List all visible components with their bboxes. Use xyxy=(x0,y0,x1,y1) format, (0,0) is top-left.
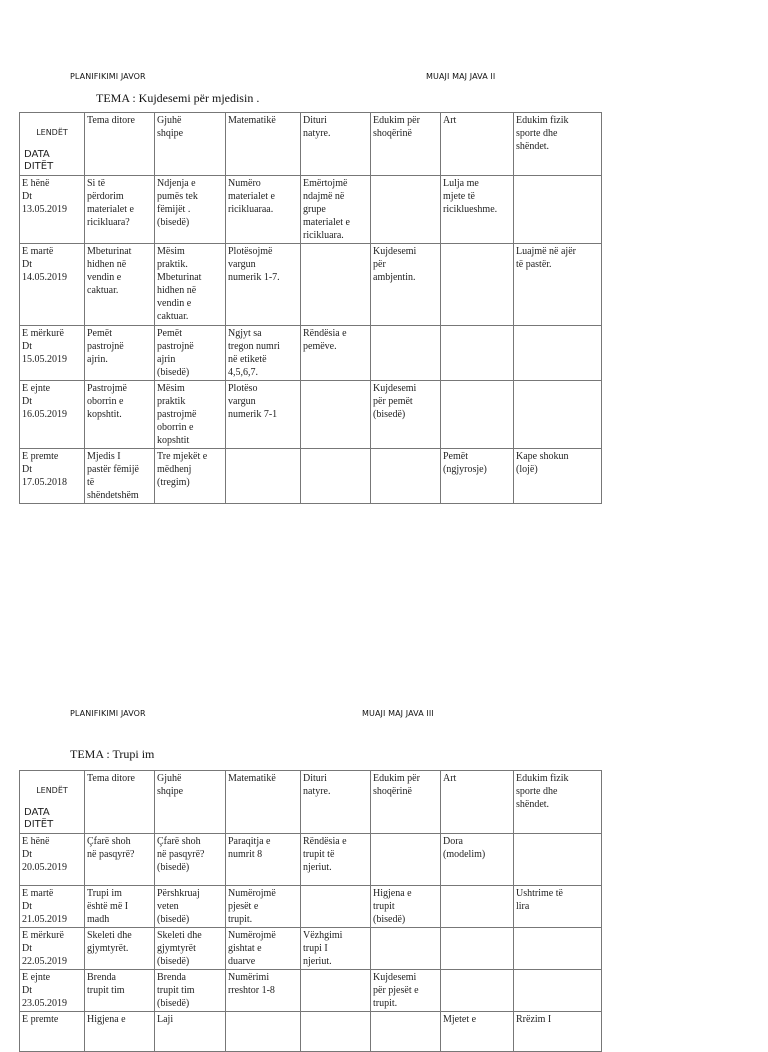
column-header-gjuhe-shqipe: Gjuhë shqipe xyxy=(155,771,226,834)
cell-dituri-natyre xyxy=(301,1012,371,1052)
table-row xyxy=(20,326,602,381)
table-row xyxy=(20,244,602,326)
cell-matematike: Ngjyt sa tregon numri në etiketë 4,5,6,7. xyxy=(226,326,301,381)
cell-dituri-natyre xyxy=(301,449,371,504)
cell-tema-ditore: Pemët pastrojnë ajrin. xyxy=(85,326,155,381)
cell-matematike: Numërojmë gishtat e duarve xyxy=(226,928,301,970)
cell-tema-ditore: Brenda trupit tim xyxy=(85,970,155,1012)
cell-matematike xyxy=(226,449,301,504)
cell-gjuhe-shqipe: Brenda trupit tim (bisedë) xyxy=(155,970,226,1012)
lendet-label: LENDËT xyxy=(36,786,68,795)
cell-dituri-natyre xyxy=(301,244,371,326)
cell-data-dita: E mërkurë Dt 15.05.2019 xyxy=(20,326,85,381)
cell-tema-ditore: Trupi im është më I madh xyxy=(85,886,155,928)
cell-tema-ditore: Higjena e xyxy=(85,1012,155,1052)
cell-matematike: Numërojmë pjesët e trupit. xyxy=(226,886,301,928)
cell-data-dita: E hënë Dt 13.05.2019 xyxy=(20,176,85,244)
cell-art xyxy=(441,381,514,449)
column-header-edukim-fizik: Edukim fizik sporte dhe shëndet. xyxy=(514,771,602,834)
column-header-edukim-fizik: Edukim fizik sporte dhe shëndet. xyxy=(514,113,602,176)
cell-matematike: Numërimi rreshtor 1-8 xyxy=(226,970,301,1012)
cell-edukim-shoqeri xyxy=(371,928,441,970)
cell-gjuhe-shqipe: Mësim praktik pastrojmë oborrin e kopshtit xyxy=(155,381,226,449)
cell-edukim-fizik: Kape shokun (lojë) xyxy=(514,449,602,504)
column-header-edukim-shoqeri: Edukim për shoqërinë xyxy=(371,771,441,834)
cell-dituri-natyre xyxy=(301,381,371,449)
plan1-weekly-table xyxy=(19,112,602,504)
cell-edukim-shoqeri xyxy=(371,834,441,886)
cell-edukim-shoqeri xyxy=(371,176,441,244)
cell-matematike: Plotëso vargun numerik 7-1 xyxy=(226,381,301,449)
table-row xyxy=(20,886,602,928)
cell-matematike xyxy=(226,1012,301,1052)
plan2-planifikimi-label: PLANIFIKIMI JAVOR xyxy=(70,709,146,718)
column-header-art: Art xyxy=(441,771,514,834)
column-header-art: Art xyxy=(441,113,514,176)
cell-edukim-fizik: Luajmë në ajër të pastër. xyxy=(514,244,602,326)
column-header-matematike: Matematikë xyxy=(226,113,301,176)
cell-art xyxy=(441,970,514,1012)
cell-data-dita: E ejnte Dt 16.05.2019 xyxy=(20,381,85,449)
cell-gjuhe-shqipe: Pemët pastrojnë ajrin (bisedë) xyxy=(155,326,226,381)
cell-dituri-natyre xyxy=(301,886,371,928)
cell-edukim-fizik xyxy=(514,176,602,244)
cell-dituri-natyre: Rëndësia e trupit të njeriut. xyxy=(301,834,371,886)
data-ditet-label: DATA DITËT xyxy=(24,807,54,830)
column-header-tema-ditore: Tema ditore xyxy=(85,771,155,834)
cell-art xyxy=(441,886,514,928)
cell-tema-ditore: Çfarë shoh në pasqyrë? xyxy=(85,834,155,886)
cell-tema-ditore: Skeleti dhe gjymtyrët. xyxy=(85,928,155,970)
cell-data-dita: E martë Dt 21.05.2019 xyxy=(20,886,85,928)
lendet-data-ditet-cell xyxy=(20,113,85,176)
cell-edukim-fizik: Rrëzim I xyxy=(514,1012,602,1052)
data-ditet-label: DATA DITËT xyxy=(24,149,54,172)
cell-dituri-natyre: Rëndësia e pemëve. xyxy=(301,326,371,381)
cell-art: Mjetet e xyxy=(441,1012,514,1052)
table-row xyxy=(20,381,602,449)
cell-art xyxy=(441,326,514,381)
plan2-muaji-java-label: MUAJI MAJ JAVA III xyxy=(362,709,434,718)
cell-edukim-shoqeri xyxy=(371,326,441,381)
cell-tema-ditore: Si të përdorim materialet e ricikluara? xyxy=(85,176,155,244)
cell-dituri-natyre: Vëzhgimi trupi I njeriut. xyxy=(301,928,371,970)
cell-art xyxy=(441,244,514,326)
plan1-tema-title: TEMA : Kujdesemi për mjedisin . xyxy=(96,91,260,105)
cell-edukim-shoqeri xyxy=(371,1012,441,1052)
cell-gjuhe-shqipe: Çfarë shoh në pasqyrë? (bisedë) xyxy=(155,834,226,886)
cell-art: Pemët (ngjyrosje) xyxy=(441,449,514,504)
cell-edukim-fizik xyxy=(514,834,602,886)
table-row xyxy=(20,176,602,244)
cell-art xyxy=(441,928,514,970)
cell-edukim-fizik xyxy=(514,928,602,970)
cell-tema-ditore: Pastrojmë oborrin e kopshtit. xyxy=(85,381,155,449)
plan2-tema-title: TEMA : Trupi im xyxy=(70,747,155,761)
table-row xyxy=(20,928,602,970)
cell-dituri-natyre xyxy=(301,970,371,1012)
cell-edukim-fizik xyxy=(514,970,602,1012)
cell-gjuhe-shqipe: Laji xyxy=(155,1012,226,1052)
cell-art: Dora (modelim) xyxy=(441,834,514,886)
cell-edukim-fizik: Ushtrime të lira xyxy=(514,886,602,928)
cell-matematike: Paraqitja e numrit 8 xyxy=(226,834,301,886)
cell-tema-ditore: Mjedis I pastër fëmijë të shëndetshëm xyxy=(85,449,155,504)
cell-tema-ditore: Mbeturinat hidhen në vendin e caktuar. xyxy=(85,244,155,326)
column-header-matematike: Matematikë xyxy=(226,771,301,834)
table-header-row xyxy=(20,771,602,834)
cell-edukim-shoqeri: Kujdesemi për pjesët e trupit. xyxy=(371,970,441,1012)
lendet-label: LENDËT xyxy=(36,128,68,137)
column-header-dituri-natyre: Dituri natyre. xyxy=(301,771,371,834)
plan1-planifikimi-label: PLANIFIKIMI JAVOR xyxy=(70,72,146,81)
table-row xyxy=(20,834,602,886)
cell-data-dita: E mërkurë Dt 22.05.2019 xyxy=(20,928,85,970)
column-header-tema-ditore: Tema ditore xyxy=(85,113,155,176)
cell-edukim-fizik xyxy=(514,381,602,449)
cell-gjuhe-shqipe: Tre mjekët e mëdhenj (tregim) xyxy=(155,449,226,504)
cell-edukim-shoqeri xyxy=(371,449,441,504)
column-header-dituri-natyre: Dituri natyre. xyxy=(301,113,371,176)
cell-edukim-shoqeri: Higjena e trupit (bisedë) xyxy=(371,886,441,928)
cell-gjuhe-shqipe: Ndjenja e pumës tek fëmijët . (bisedë) xyxy=(155,176,226,244)
table-header-row xyxy=(20,113,602,176)
cell-data-dita: E ejnte Dt 23.05.2019 xyxy=(20,970,85,1012)
cell-matematike: Plotësojmë vargun numerik 1-7. xyxy=(226,244,301,326)
cell-art: Lulja me mjete të riciklueshme. xyxy=(441,176,514,244)
cell-gjuhe-shqipe: Skeleti dhe gjymtyrët (bisedë) xyxy=(155,928,226,970)
column-header-edukim-shoqeri: Edukim për shoqërinë xyxy=(371,113,441,176)
cell-edukim-fizik xyxy=(514,326,602,381)
cell-edukim-shoqeri: Kujdesemi për pemët (bisedë) xyxy=(371,381,441,449)
cell-data-dita: E premte xyxy=(20,1012,85,1052)
cell-gjuhe-shqipe: Përshkruaj veten (bisedë) xyxy=(155,886,226,928)
table-row xyxy=(20,1012,602,1052)
cell-gjuhe-shqipe: Mësim praktik. Mbeturinat hidhen në vendin e caktuar. xyxy=(155,244,226,326)
cell-edukim-shoqeri: Kujdesemi për ambjentin. xyxy=(371,244,441,326)
plan2-weekly-table xyxy=(19,770,602,1052)
cell-data-dita: E martë Dt 14.05.2019 xyxy=(20,244,85,326)
table-row xyxy=(20,449,602,504)
plan1-muaji-java-label: MUAJI MAJ JAVA II xyxy=(426,72,496,81)
lendet-data-ditet-cell xyxy=(20,771,85,834)
cell-matematike: Numëro materialet e ricikluaraa. xyxy=(226,176,301,244)
cell-data-dita: E premte Dt 17.05.2018 xyxy=(20,449,85,504)
cell-data-dita: E hënë Dt 20.05.2019 xyxy=(20,834,85,886)
column-header-gjuhe-shqipe: Gjuhë shqipe xyxy=(155,113,226,176)
table-row xyxy=(20,970,602,1012)
cell-dituri-natyre: Emërtojmë ndajmë në grupe materialet e ricikluara. xyxy=(301,176,371,244)
